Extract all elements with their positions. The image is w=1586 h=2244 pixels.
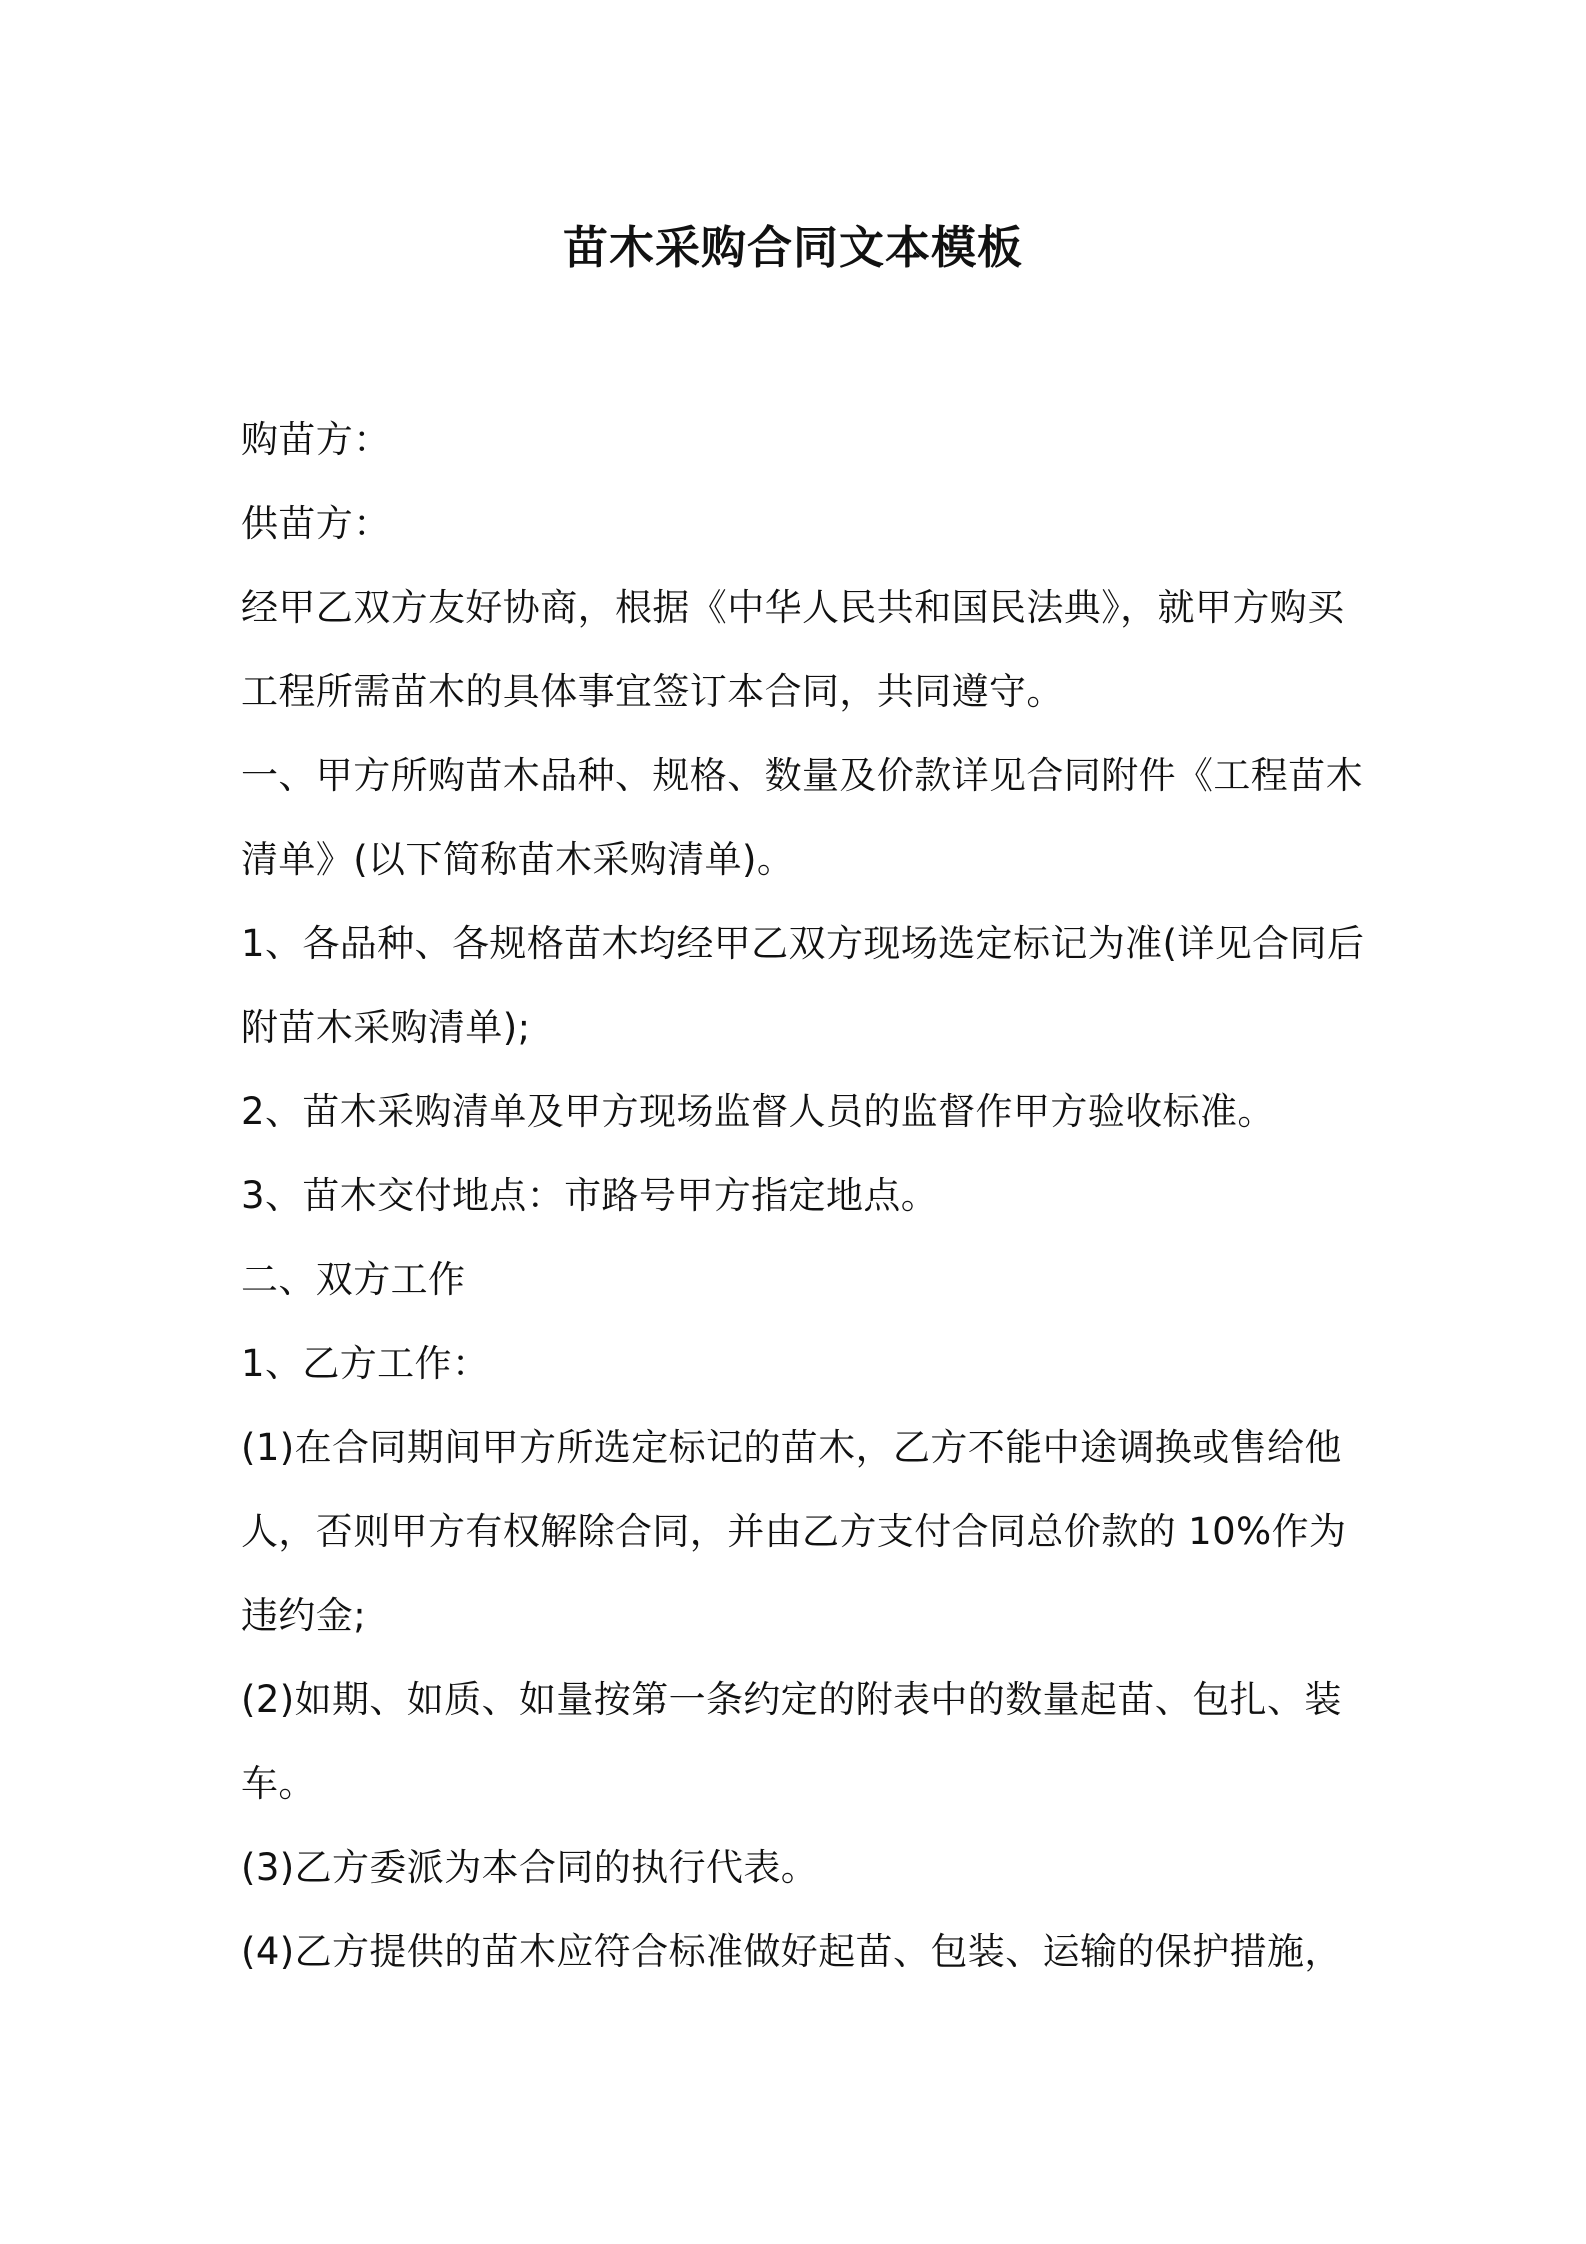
clause-1-line-2: 清单》(以下简称苗木采购清单)。 (241, 838, 795, 881)
clause-1-line-1: 一、甲方所购苗木品种、规格、数量及价款详见合同附件《工程苗木 (241, 754, 1363, 797)
clause-1-item-1-line-1: 1、各品种、各规格苗木均经甲乙双方现场选定标记为准(详见合同后 (241, 922, 1365, 965)
supplier-line: 供苗方： (241, 502, 391, 545)
sub-item-1-line-2: 人，否则甲方有权解除合同，并由乙方支付合同总价款的 10%作为 (241, 1510, 1347, 1553)
sub-item-2-line-2: 车。 (241, 1762, 316, 1805)
clause-2-heading: 二、双方工作 (241, 1258, 466, 1301)
clause-1-item-1-line-2: 附苗木采购清单); (241, 1006, 531, 1049)
clause-2-item-1-heading: 1、乙方工作： (241, 1342, 490, 1385)
sub-item-3: (3)乙方委派为本合同的执行代表。 (241, 1846, 819, 1889)
preamble-line-2: 工程所需苗木的具体事宜签订本合同，共同遵守。 (241, 670, 1064, 713)
clause-1-item-3: 3、苗木交付地点：市路号甲方指定地点。 (241, 1174, 939, 1217)
preamble-line-1: 经甲乙双方友好协商，根据《中华人民共和国民法典》，就甲方购买 (241, 586, 1345, 629)
buyer-line: 购苗方： (241, 418, 391, 461)
sub-item-2-line-1: (2)如期、如质、如量按第一条约定的附表中的数量起苗、包扎、装 (241, 1678, 1342, 1721)
document-title: 苗木采购合同文本模板 (562, 221, 1023, 274)
sub-item-4-line-1: (4)乙方提供的苗木应符合标准做好起苗、包装、运输的保护措施， (241, 1930, 1342, 1973)
clause-1-item-2: 2、苗木采购清单及甲方现场监督人员的监督作甲方验收标准。 (241, 1090, 1275, 1133)
sub-item-1-line-3: 违约金; (241, 1594, 367, 1637)
sub-item-1-line-1: (1)在合同期间甲方所选定标记的苗木，乙方不能中途调换或售给他 (241, 1426, 1342, 1469)
